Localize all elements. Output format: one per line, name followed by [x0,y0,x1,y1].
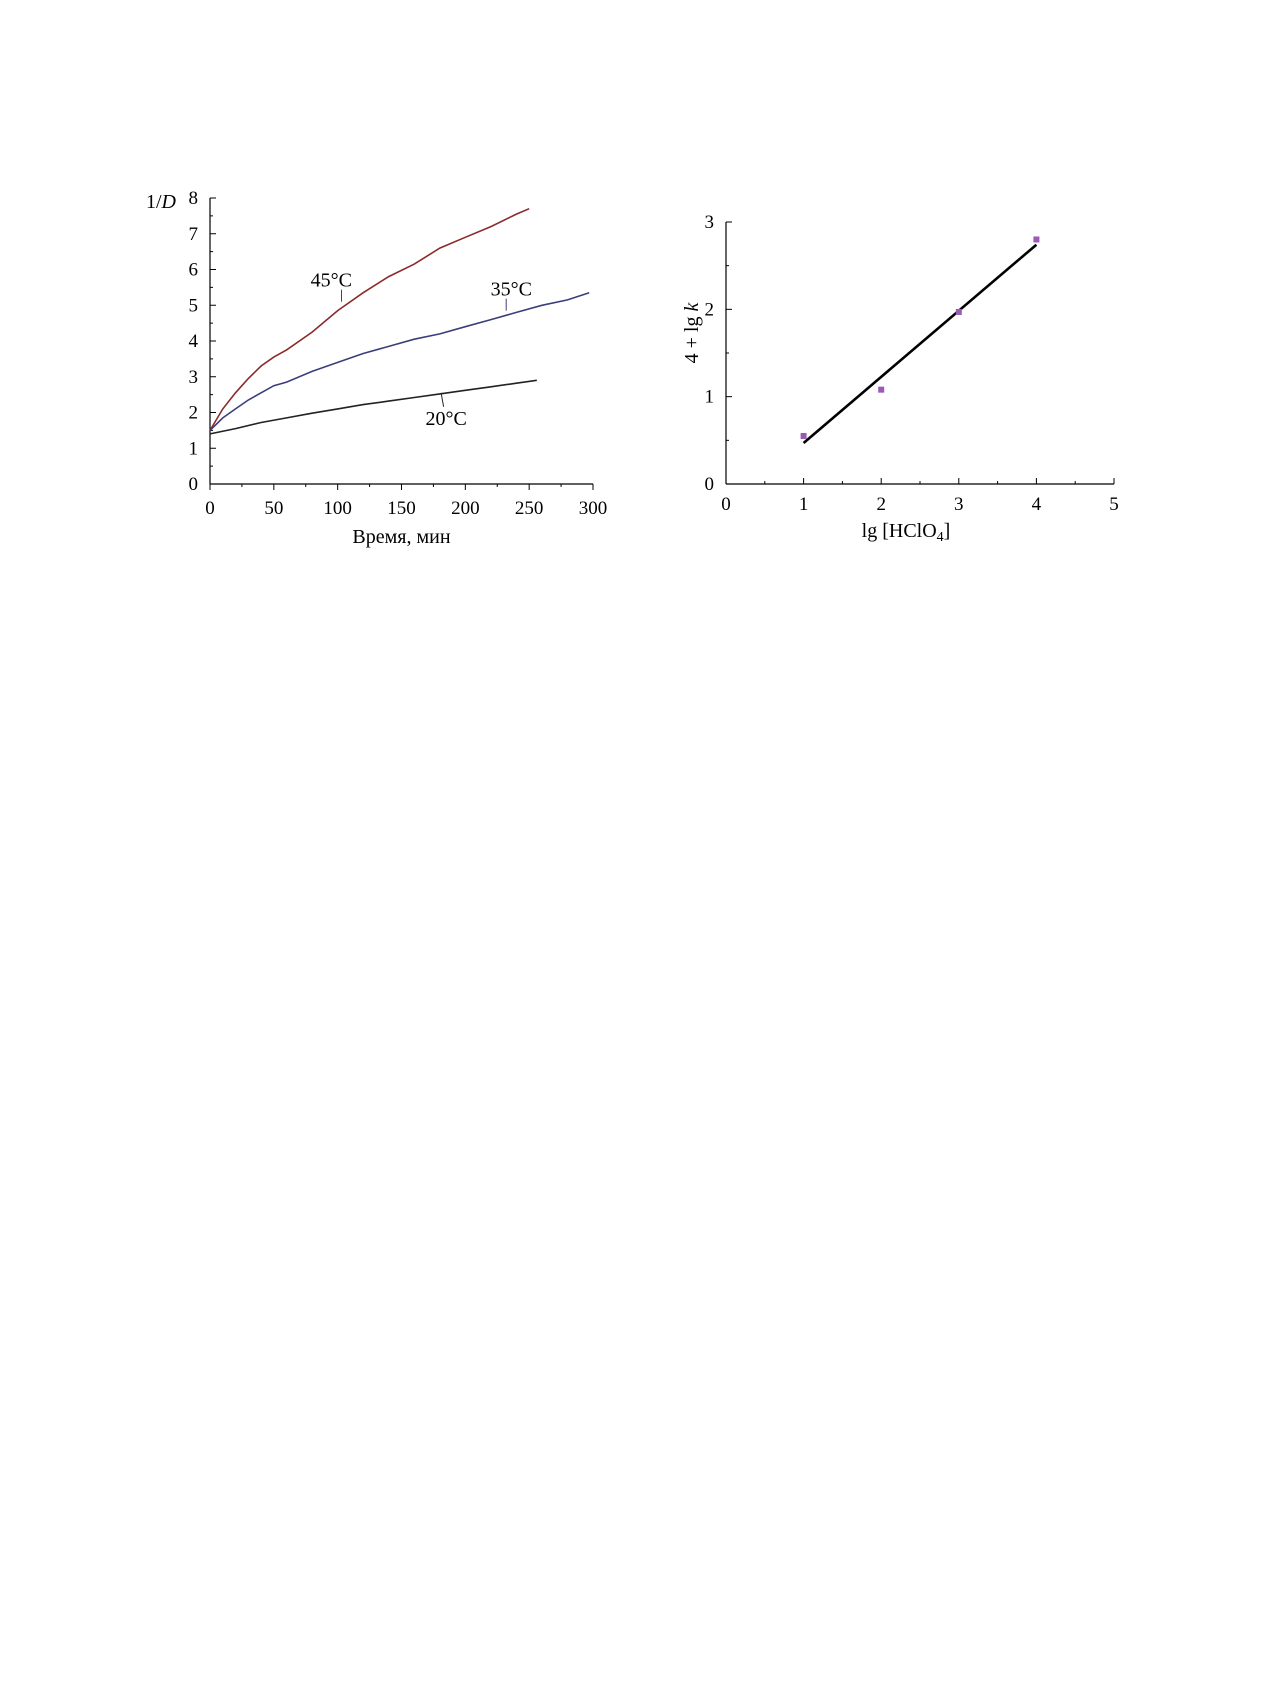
chart-2-scatter [681,212,1119,545]
chart-1-y-tick-label: 2 [188,402,198,424]
chart-1-series-labels [311,270,532,430]
chart-2-y-tick-label: 0 [704,474,714,495]
chart-1-y-tick-label: 6 [188,259,198,281]
chart-2-x-tick-label: 3 [954,494,964,515]
chart-1-label-leader [441,393,444,407]
chart-1-series-label: 35°C [490,278,532,301]
chart-2-x-tick-label: 4 [1031,494,1042,515]
chart-1-y-tick-label: 5 [188,295,198,317]
chart-2-data-point [1033,236,1039,242]
chart-1-y-tick-label: 0 [188,474,198,495]
chart-1-x-tick-label: 300 [578,498,608,519]
chart-2-y-tick-label: 2 [704,299,714,321]
chart-1-series-label: 45°C [310,269,352,292]
chart-1-axes [189,188,608,519]
chart-2-data-point [801,433,807,439]
chart-2-marks [801,236,1040,442]
chart-1-series-line [210,380,537,434]
chart-1-y-axis-title: 1/D [145,191,176,213]
chart-1-y-tick-label: 8 [188,188,198,209]
chart-1-x-tick-label: 150 [387,498,416,519]
chart-1-x-tick-label: 100 [323,498,352,519]
chart-2-data-point [878,387,884,393]
chart-1-x-axis-title: Время, мин [352,526,451,548]
chart-1-x-tick-label: 0 [205,498,215,519]
chart-1-series-line [210,209,529,431]
chart-2-data-point [956,309,962,315]
chart-1-x-tick-label: 200 [451,498,480,519]
chart-2-fit-line [804,245,1037,443]
chart-1-y-tick-label: 4 [188,331,198,352]
chart-2-y-tick-label: 1 [704,386,714,408]
chart-1-series-label: 20°C [425,407,467,430]
chart-1-x-tick-label: 250 [514,498,544,519]
chart-2-y-tick-label: 3 [704,212,714,233]
chart-2-x-tick-label: 1 [798,494,809,515]
chart-1-y-tick-label: 7 [188,223,198,245]
chart-1-series [210,209,589,434]
chart-1-time-series [146,188,607,548]
chart-1-x-tick-label: 50 [264,498,284,519]
chart-2-x-tick-label: 0 [721,494,731,515]
chart-2-y-axis-title: 4 + lg k [681,302,703,364]
chart-2-x-axis-title: lg [HClO$_4$] [861,520,951,545]
chart-2-x-tick-label: 2 [876,494,886,515]
chart-2-axes [705,212,1119,515]
chart-1-y-tick-label: 1 [188,438,198,460]
chart-1-y-tick-label: 3 [188,366,198,388]
chart-2-x-tick-label: 5 [1109,494,1119,515]
